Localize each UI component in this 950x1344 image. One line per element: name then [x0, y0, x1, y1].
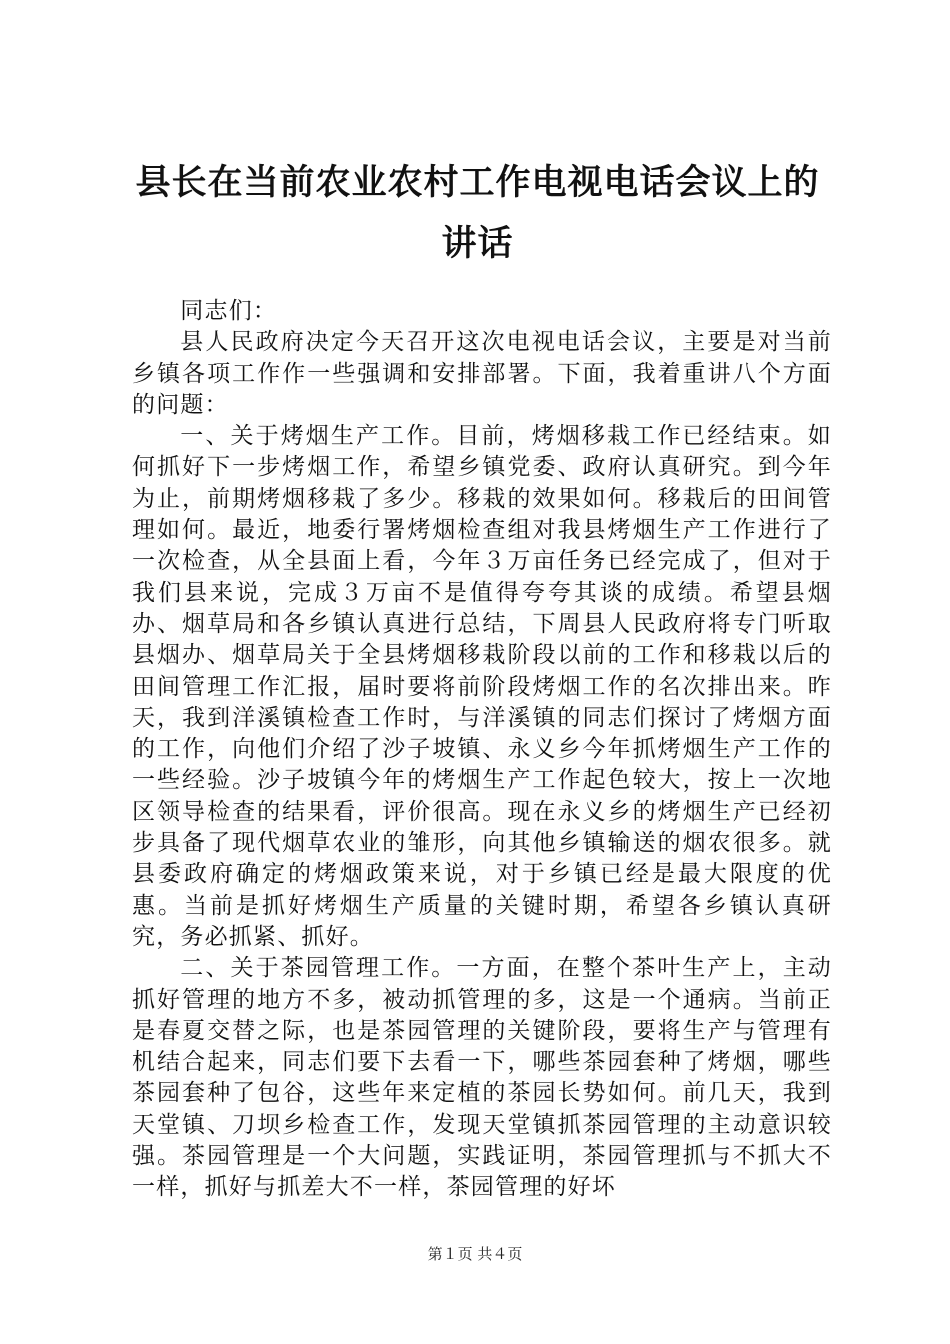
paragraph-intro: 县人民政府决定今天召开这次电视电话会议，主要是对当前乡镇各项工作作一些强调和安排部署。下面，我着重讲八个方面的问题：	[132, 329, 832, 418]
paragraph-tobacco: 一、关于烤烟生产工作。目前，烤烟移栽工作已经结束。如何抓好下一步烤烟工作，希望乡镇党委、政府认真研究。到今年为止，前期烤烟移栽了多少。移栽的效果如何。移栽后的田间管理如何。最近，地委行署烤烟检查组对我县烤烟生产工作进行了一次检查，从全县面上看，今年３万亩任务已经完成了，但对于我们县来说，完成３万亩不是值得夸夸其谈的成绩。希望县烟办、烟草局和各乡镇认真进行总结，下周县人民政府将专门听取县烟办、烟草局关于全县烤烟移栽阶段以前的工作和移栽以后的田间管理工作汇报，届时要将前阶段烤烟工作的名次排出来。昨天，我到洋溪镇检查工作时，与洋溪镇的同志们探讨了烤烟方面的工作，向他们介绍了沙子坡镇、永义乡今年抓烤烟生产工作的一些经验。沙子坡镇今年的烤烟生产工作起色较大，按上一次地区领导检查的结果看，评价很高。现在永义乡的烤烟生产已经初步具备了现代烟草农业的雏形，向其他乡镇输送的烟农很多。就县委政府确定的烤烟政策来说，对于乡镇已经是最大限度的优惠。当前是抓好烤烟生产质量的关键时期，希望各乡镇认真研究，务必抓紧、抓好。	[132, 423, 832, 950]
paragraph-tea-garden: 二、关于茶园管理工作。一方面，在整个茶叶生产上，主动抓好管理的地方不多，被动抓管理的多，这是一个通病。当前正是春夏交替之际，也是茶园管理的关键阶段，要将生产与管理有机结合起来，同志们要下去看一下，哪些茶园套种了烤烟，哪些茶园套种了包谷，这些年来定植的茶园长势如何。前几天，我到天堂镇、刀坝乡检查工作，发现天堂镇抓茶园管理的主动意识较强。茶园管理是一个大问题，实践证明，茶园管理抓与不抓大不一样，抓好与抓差大不一样，茶园管理的好坏	[132, 955, 832, 1201]
page-number-footer: 第１页 共４页	[427, 1245, 523, 1263]
document-body	[132, 296, 832, 1204]
salutation: 同志们：	[180, 298, 278, 324]
document-title: 县长在当前农业农村工作电视电话会议上的讲话	[135, 162, 820, 264]
